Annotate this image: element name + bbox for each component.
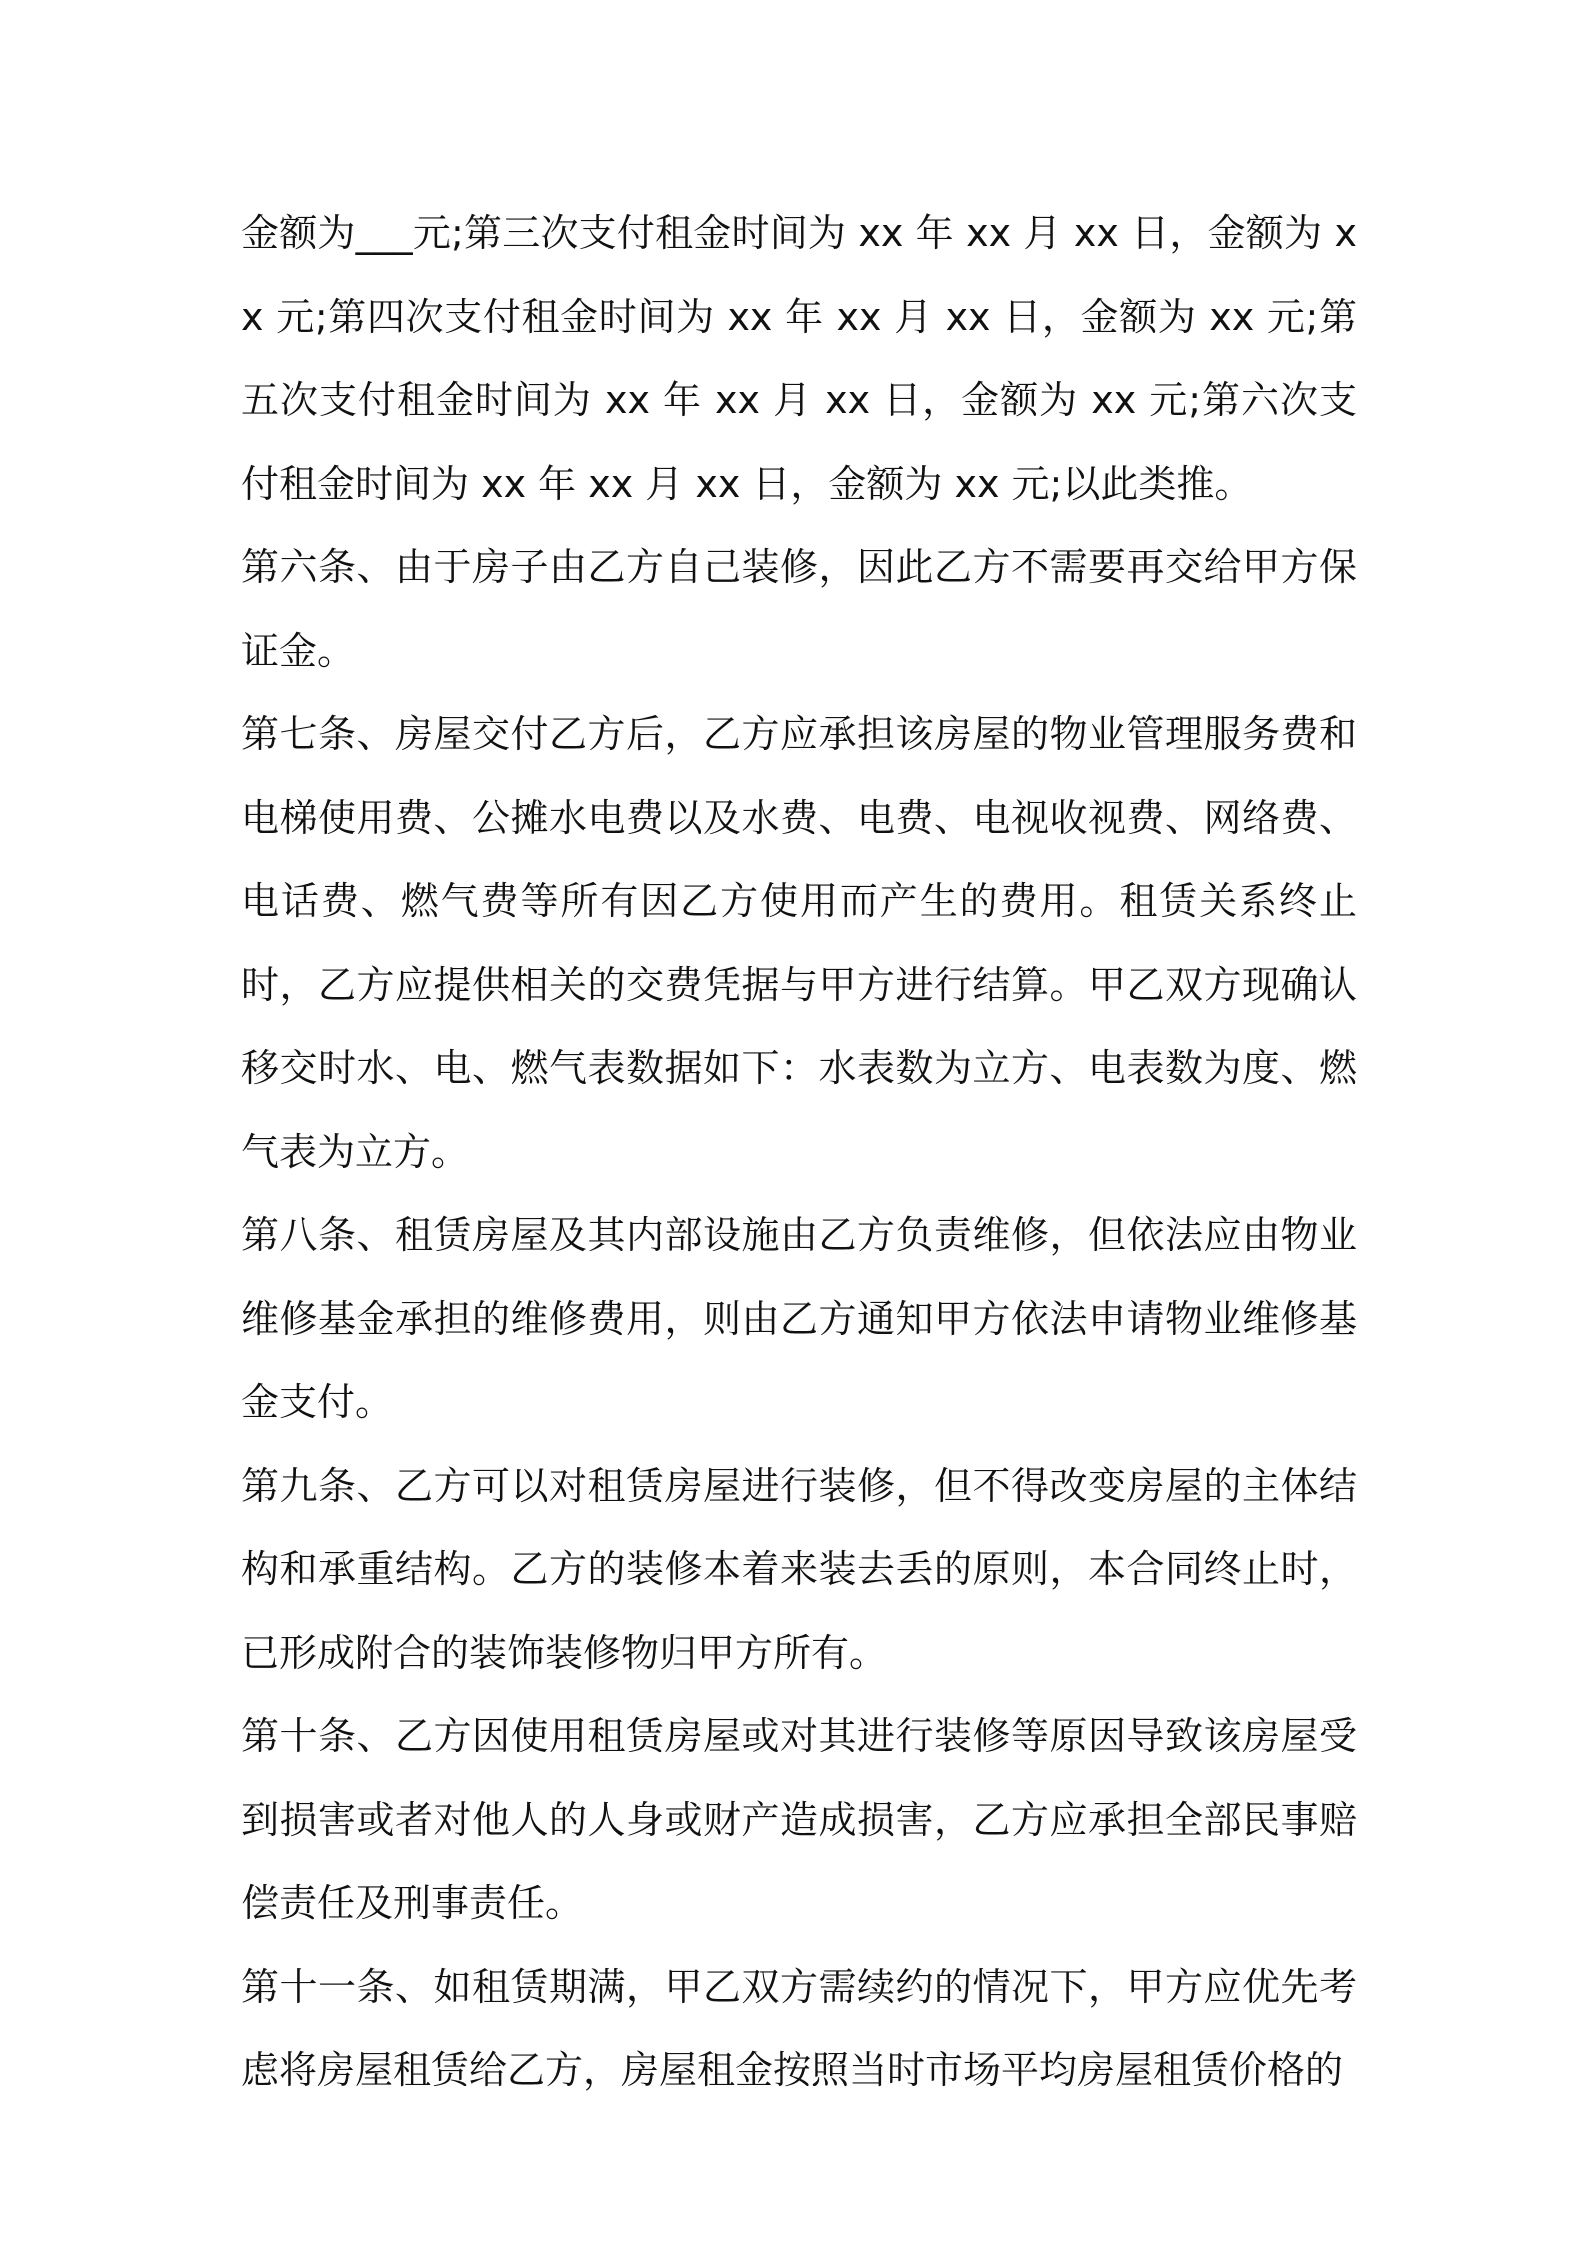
paragraph-payment-schedule: 金额为___元;第三次支付租金时间为 xx 年 xx 月 xx 日，金额为 xx 元;第四次支付租金时间为 xx 年 xx 月 xx 日，金额为 xx 元;第五次支付租金时间为 xx 年 xx 月 xx 日，金额为 xx 元;第六次支付租金时间为 xx 年 xx 月 xx 日，金额为 xx 元;以此类推。 — [241, 211, 1357, 506]
document-body — [241, 192, 1357, 2113]
paragraph-article-7: 第七条、房屋交付乙方后，乙方应承担该房屋的物业管理服务费和电梯使用费、公摊水电费以及水费、电费、电视收视费、网络费、电话费、燃气费等所有因乙方使用而产生的费用。租赁关系终止时，乙方应提供相关的交费凭据与甲方进行结算。甲乙双方现确认移交时水、电、燃气表数据如下：水表数为立方、电表数为度、燃气表为立方。 — [241, 712, 1357, 1174]
paragraph-article-9: 第九条、乙方可以对租赁房屋进行装修，但不得改变房屋的主体结构和承重结构。乙方的装修本着来装去丢的原则，本合同终止时，已形成附合的装饰装修物归甲方所有。 — [241, 1463, 1357, 1675]
paragraph-article-10: 第十条、乙方因使用租赁房屋或对其进行装修等原因导致该房屋受到损害或者对他人的人身或财产造成损害，乙方应承担全部民事赔偿责任及刑事责任。 — [241, 1714, 1357, 1925]
paragraph-article-6: 第六条、由于房子由乙方自己装修，因此乙方不需要再交给甲方保证金。 — [241, 545, 1357, 673]
paragraph-article-11: 第十一条、如租赁期满，甲乙双方需续约的情况下，甲方应优先考虑将房屋租赁给乙方，房屋租金按照当时市场平均房屋租赁价格的 — [241, 1964, 1357, 2092]
paragraph-article-8: 第八条、租赁房屋及其内部设施由乙方负责维修，但依法应由物业维修基金承担的维修费用，则由乙方通知甲方依法申请物业维修基金支付。 — [241, 1213, 1357, 1424]
